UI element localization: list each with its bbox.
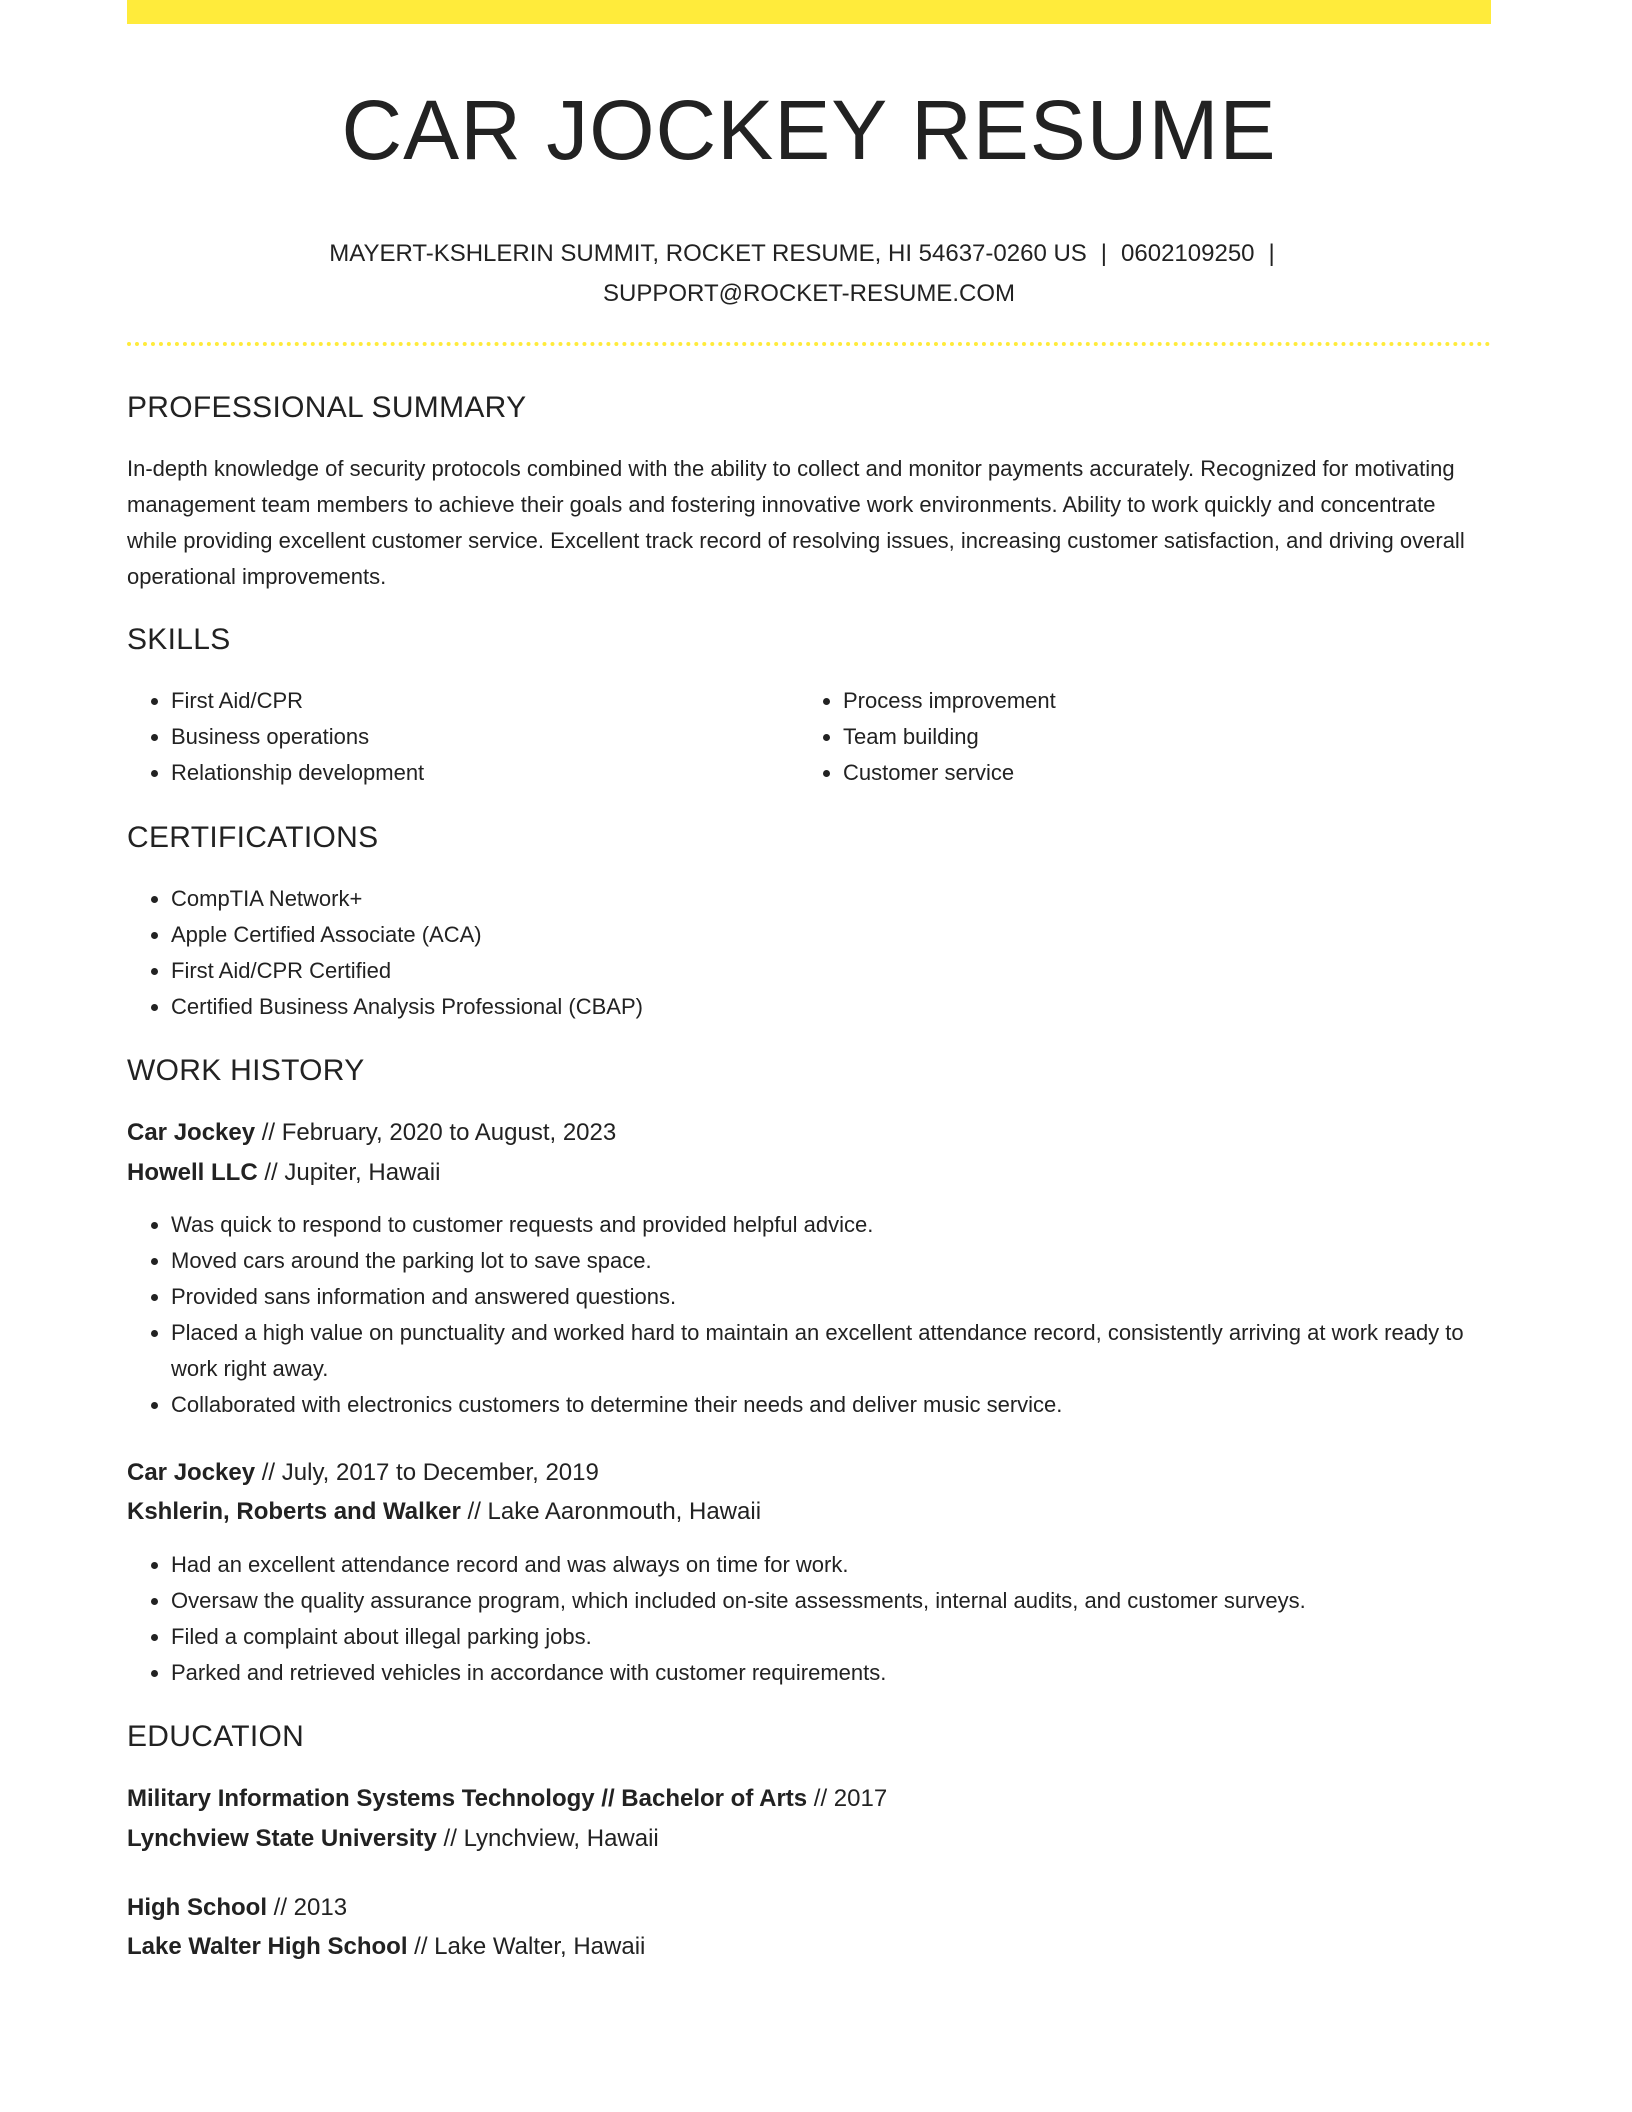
skill-item: • Process improvement (843, 683, 1463, 719)
job-role: Car Jockey (127, 1459, 256, 1486)
skill-item: • Team building (843, 719, 1463, 755)
job-bullets (127, 1207, 1491, 1423)
education-school-line (127, 1927, 645, 1967)
job-company: Kshlerin, Roberts and Walker (127, 1498, 461, 1525)
job-bullet: • Oversaw the quality assurance program, which included on-site assessments, internal audits, and customer surveys. (171, 1583, 1491, 1619)
job-location: // Lake Aaronmouth, Hawaii (460, 1498, 762, 1525)
education-degree: High School (127, 1894, 267, 1921)
skill-item: • Business operations (171, 719, 791, 755)
education-school: Lake Walter High School (127, 1933, 408, 1960)
education-degree: Military Information Systems Technology // Bachelor of Arts (127, 1785, 808, 1812)
contact-email[interactable]: SUPPORT@ROCKET-RESUME.COM (603, 280, 1015, 307)
certifications-list (127, 881, 1491, 1025)
job-bullet: • Was quick to respond to customer requests and provided helpful advice. (171, 1207, 1491, 1243)
contact-separator: | (1100, 240, 1108, 267)
job-bullet: • Provided sans information and answered questions. (171, 1279, 1491, 1315)
contact-info (127, 234, 1491, 314)
job-role: Car Jockey (127, 1119, 256, 1146)
job-title-line (127, 1453, 599, 1493)
education-school: Lynchview State University (127, 1825, 437, 1852)
certification-item: • CompTIA Network+ (171, 881, 1491, 917)
job-bullet: • Placed a high value on punctuality and worked hard to maintain an excellent attendance record, consistently arriving at work ready to work right away. (171, 1315, 1491, 1387)
education-year: // 2013 (267, 1894, 348, 1921)
skills-heading: SKILLS (127, 623, 231, 656)
education-school-line (127, 1819, 659, 1859)
job-company-line (127, 1153, 440, 1193)
skills-list-left (127, 683, 791, 791)
summary-text: In-depth knowledge of security protocols combined with the ability to collect and monitor payments accurately. Recognized for motivating management team members to achieve their goals and fostering innovative work environments. Ability to work quickly and concentrate while providing excellent customer service. Excellent track record of resolving issues, increasing customer satisfaction, and driving overall operational improvements. (127, 456, 1465, 589)
job-bullet: • Filed a complaint about illegal parking jobs. (171, 1619, 1491, 1655)
summary-heading: PROFESSIONAL SUMMARY (127, 391, 527, 424)
work-history-heading: WORK HISTORY (127, 1054, 365, 1087)
contact-address: MAYERT-KSHLERIN SUMMIT, ROCKET RESUME, HI 54637-0260 US (329, 240, 1087, 267)
certifications-heading: CERTIFICATIONS (127, 821, 379, 854)
education-degree-line (127, 1888, 347, 1928)
certification-item: • Certified Business Analysis Professional (CBAP) (171, 989, 1491, 1025)
job-bullet: • Collaborated with electronics customers to determine their needs and deliver music service. (171, 1387, 1491, 1423)
job-dates: // July, 2017 to December, 2019 (255, 1459, 599, 1486)
job-title-line (127, 1113, 616, 1153)
job-company-line (127, 1492, 761, 1532)
education-year: // 2017 (807, 1785, 888, 1812)
header-accent-bar (127, 0, 1491, 24)
education-location: // Lynchview, Hawaii (436, 1825, 659, 1852)
job-bullet: • Moved cars around the parking lot to save space. (171, 1243, 1491, 1279)
resume-title: CAR JOCKEY RESUME (341, 83, 1277, 177)
job-dates: // February, 2020 to August, 2023 (255, 1119, 617, 1146)
contact-phone: 0602109250 (1121, 240, 1255, 267)
header-divider (127, 342, 1491, 346)
job-company: Howell LLC (127, 1159, 258, 1186)
job-location: // Jupiter, Hawaii (257, 1159, 441, 1186)
skill-item: • Customer service (843, 755, 1463, 791)
education-degree-line (127, 1779, 887, 1819)
certification-item: • First Aid/CPR Certified (171, 953, 1491, 989)
skills-list-right (799, 683, 1463, 791)
job-bullets (127, 1547, 1491, 1691)
education-heading: EDUCATION (127, 1720, 305, 1753)
job-bullet: • Parked and retrieved vehicles in accordance with customer requirements. (171, 1655, 1491, 1691)
job-bullet: • Had an excellent attendance record and was always on time for work. (171, 1547, 1491, 1583)
contact-separator: | (1268, 240, 1275, 267)
skill-item: • First Aid/CPR (171, 683, 791, 719)
skill-item: • Relationship development (171, 755, 791, 791)
certification-item: • Apple Certified Associate (ACA) (171, 917, 1491, 953)
education-location: // Lake Walter, Hawaii (407, 1933, 646, 1960)
